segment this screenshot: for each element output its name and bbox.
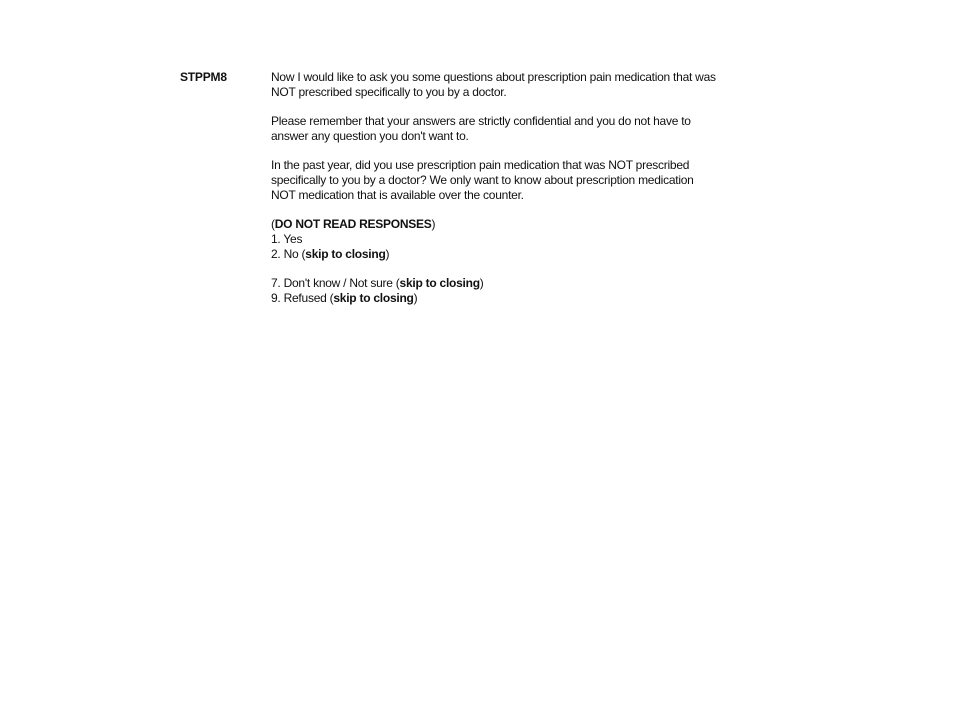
question-line-1: In the past year, did you use prescription pain medication that was NOT prescribed — [271, 158, 690, 172]
skip-instruction: skip to closing — [399, 276, 480, 290]
question-line-2: specifically to you by a doctor? We only want to know about prescription medication — [271, 173, 694, 187]
confidentiality-line-1: Please remember that your answers are strictly confidential and you do not have to — [271, 114, 691, 128]
response-options — [271, 232, 791, 306]
skip-close: ) — [479, 276, 484, 290]
skip-instruction: skip to closing — [333, 291, 414, 305]
skip-open: ( — [395, 276, 400, 290]
skip-close: ) — [413, 291, 418, 305]
question-body — [271, 70, 791, 306]
confidentiality-line-2: answer any question you don't want to. — [271, 129, 469, 143]
response-option-yes — [271, 232, 791, 247]
response-label: 9. Refused — [271, 291, 330, 305]
skip-instruction: skip to closing — [305, 247, 386, 261]
skip-open: ( — [301, 247, 306, 261]
instruction-open: ( — [271, 217, 275, 231]
intro-line-1: Now I would like to ask you some questions about prescription pain medication that was — [271, 70, 716, 84]
response-option-refused — [271, 291, 791, 306]
instruction-text: DO NOT READ RESPONSES — [274, 217, 432, 231]
response-option-dont-know — [271, 276, 791, 291]
skip-open: ( — [329, 291, 334, 305]
response-label: 2. No — [271, 247, 302, 261]
question-paragraph — [271, 158, 791, 203]
instruction-close: ) — [431, 217, 436, 231]
question-id: STPPM8 — [180, 70, 227, 84]
response-option-no — [271, 247, 791, 262]
response-gap — [271, 262, 791, 276]
response-label: 7. Don't know / Not sure — [271, 276, 396, 290]
response-label: 1. Yes — [271, 232, 303, 246]
confidentiality-paragraph — [271, 114, 791, 144]
intro-paragraph — [271, 70, 791, 100]
intro-line-2: NOT prescribed specifically to you by a doctor. — [271, 85, 507, 99]
interviewer-instruction — [271, 217, 791, 232]
skip-close: ) — [385, 247, 390, 261]
question-line-3: NOT medication that is available over the counter. — [271, 188, 524, 202]
